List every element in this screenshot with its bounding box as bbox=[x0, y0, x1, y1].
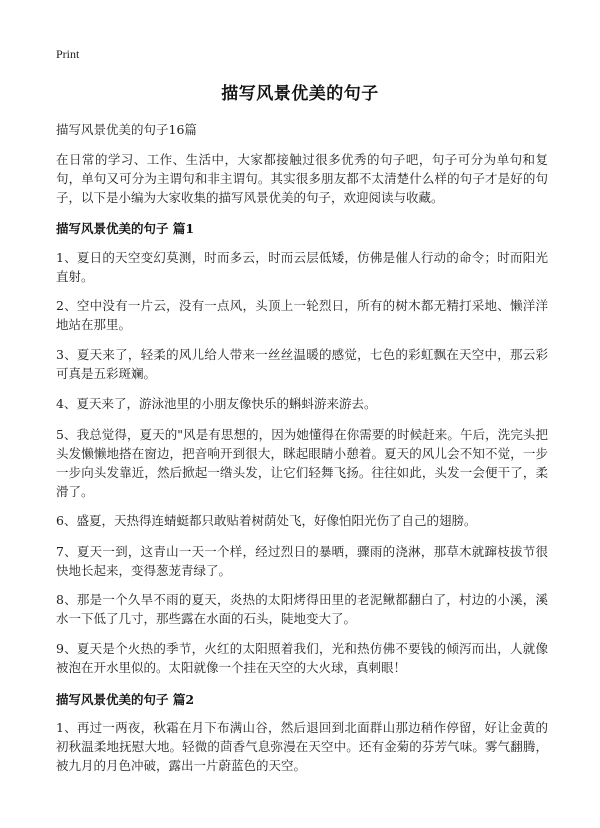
paragraph-1-4: 4、夏天来了，游泳池里的小朋友像快乐的蝌蚪游来游去。 bbox=[56, 396, 377, 411]
paragraph-2-1: 1、再过一两夜，秋霜在月下布满山谷，然后退回到北面群山那边稍作停留，好让金黄的初秋温柔地抚慰大地。轻微的茴香气息弥漫在天空中。还有金菊的芬芳气味。雾气翻腾，被九月的月色冲破，露出一片蔚蓝色的天空。 bbox=[56, 720, 548, 773]
section-heading-1: 描写风景优美的句子 篇1 bbox=[56, 221, 195, 236]
paragraph-1-8: 8、那是一个久旱不雨的夏天，炎热的太阳烤得田里的老泥鳅都翻白了，村边的小溪，溪水一下低了几寸，那些露在水面的石头，陡地变大了。 bbox=[56, 592, 548, 626]
page-title: 描写风景优美的句子 bbox=[221, 84, 379, 104]
intro-paragraph: 在日常的学习、工作、生活中，大家都接触过很多优秀的句子吧，句子可分为单句和复句，单句又可分为主谓句和非主谓句。其实很多朋友都不太清楚什么样的句子才是好的句子，以下是小编为大家收集的描写风景优美的句子，欢迎阅读与收藏。 bbox=[56, 152, 548, 205]
paragraph-1-7: 7、夏天一到，这青山一天一个样，经过烈日的暴晒，骤雨的浇淋，那草木就蹿枝拔节很快地长起来，变得葱茏青绿了。 bbox=[56, 544, 548, 578]
paragraph-1-9: 9、夏天是个火热的季节，火红的太阳照着我们，光和热仿佛不要钱的倾泻而出，人就像被泡在开水里似的。太阳就像一个挂在天空的大火球，真刺眼！ bbox=[56, 641, 548, 675]
paragraph-1-3: 3、夏天来了，轻柔的风儿给人带来一丝丝温暖的感觉，七色的彩虹飘在天空中，那云彩可真是五彩斑斓。 bbox=[56, 347, 548, 381]
paragraph-1-5: 5、我总觉得，夏天的"风是有思想的，因为她懂得在你需要的时候赶来。午后，洗完头把头发懒懒地搭在窗边，把音响开到很大，眯起眼睛小憩着。夏天的风儿会不知不觉，一步一步向头发靠近，然后掀起一绺头发，让它们轻舞飞扬。往往如此，头发一会便干了，柔滑了。 bbox=[56, 427, 548, 499]
print-link[interactable]: Print bbox=[56, 47, 80, 61]
section-heading-2: 描写风景优美的句子 篇2 bbox=[56, 692, 195, 707]
document-subtitle: 描写风景优美的句子16篇 bbox=[56, 122, 197, 137]
paragraph-1-2: 2、空中没有一片云，没有一点风，头顶上一轮烈日，所有的树木都无精打采地、懒洋洋地站在那里。 bbox=[56, 298, 548, 332]
paragraph-1-1: 1、夏日的天空变幻莫测，时而多云，时而云层低矮，仿佛是催人行动的命令；时而阳光直射。 bbox=[56, 250, 548, 284]
paragraph-1-6: 6、盛夏，天热得连蜻蜓都只敢贴着树荫处飞，好像怕阳光伤了自己的翅膀。 bbox=[56, 513, 477, 528]
